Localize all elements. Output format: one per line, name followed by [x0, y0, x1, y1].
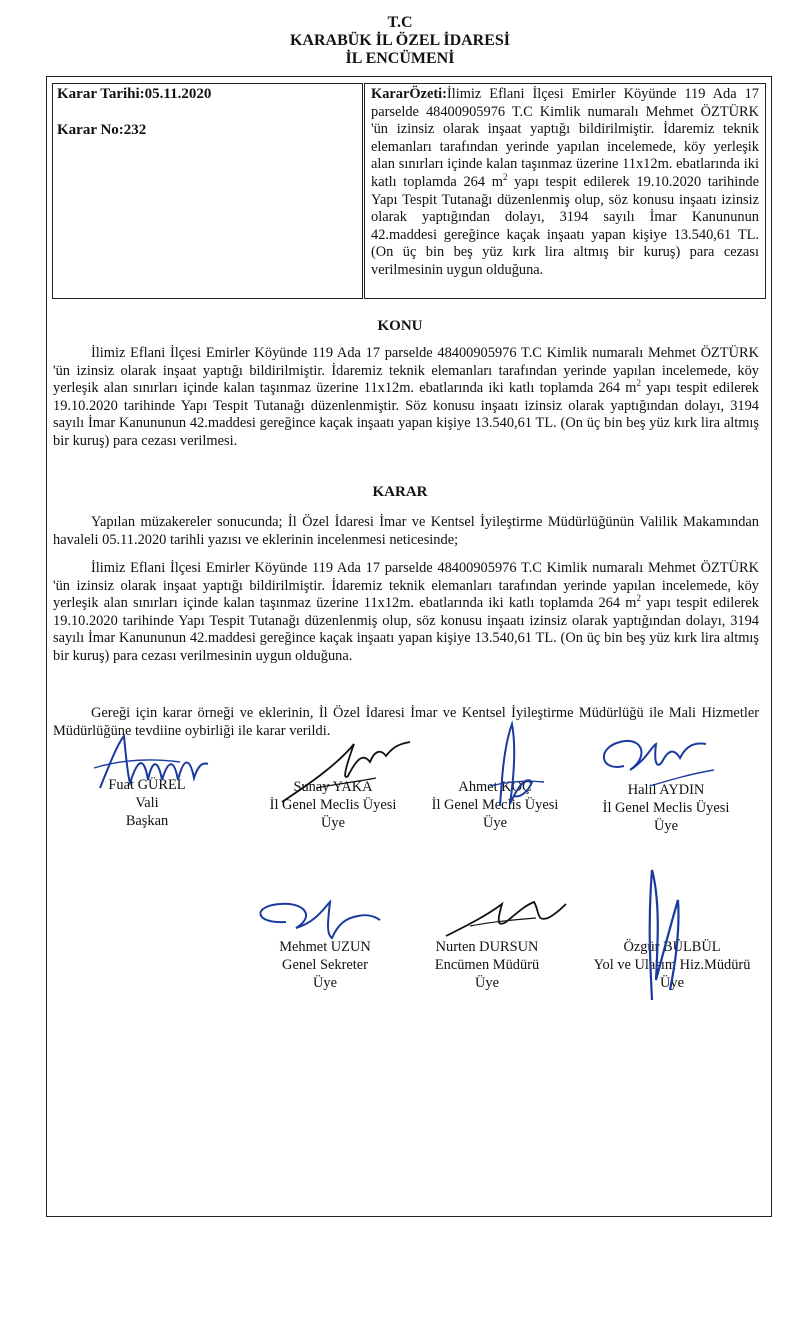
signature-block-4 — [576, 781, 756, 835]
karar-paragraph-2 — [53, 560, 759, 666]
signature-block-2 — [248, 778, 418, 832]
signatory-title: İl Genel Meclis Üyesi — [269, 797, 397, 813]
signatory-name: Nurten DURSUN — [435, 939, 539, 955]
decision-meta-box — [52, 83, 363, 299]
konu-text-2: yapı tespit edilerek 19.10.2020 tarihinde Yapı Tespit Tutanağı düzenlenmiştir. Söz konusu inşaatı izinsiz olarak yaptığından dolayı, 3194 sayılı İmar Kanununun 42.maddesi gereğince kaçak inşaatı yapan kişiye 13.540,61 TL. (On üç bin beş yüz kırk lira altmış bir kuruş) para cezası verilmesi. — [53, 380, 759, 449]
summary-superscript: 2 — [502, 172, 508, 183]
signatory-role: Üye — [654, 818, 678, 834]
header-line-institution: KARABÜK İL ÖZEL İDARESİ — [289, 32, 511, 49]
header-line-tc: T.C — [387, 14, 413, 31]
signature-block-7 — [574, 938, 770, 992]
decision-date: Karar Tarihi:05.11.2020 — [57, 86, 212, 102]
decision-summary — [371, 86, 759, 280]
summary-label: KararÖzeti: — [371, 86, 447, 102]
karar-superscript: 2 — [636, 593, 641, 604]
karar-heading: KARAR — [372, 484, 428, 500]
signatory-role: Üye — [483, 815, 507, 831]
header-line-council: İL ENCÜMENİ — [345, 50, 455, 67]
signatory-title: Encümen Müdürü — [434, 957, 540, 973]
signatory-name: Fuat GÜREL — [108, 777, 186, 793]
signatory-name: Mehmet UZUN — [279, 939, 371, 955]
signatory-title: Genel Sekreter — [282, 957, 368, 973]
signatory-role: Üye — [660, 975, 684, 991]
konu-paragraph — [53, 345, 759, 451]
decision-summary-box — [364, 83, 766, 299]
signatory-title: Vali — [135, 795, 159, 811]
konu-heading: KONU — [377, 318, 423, 334]
konu-superscript: 2 — [636, 378, 641, 389]
karar-paragraph-1: Yapılan müzakereler sonucunda; İl Özel İdaresi İmar ve Kentsel İyileştirme Müdürlüğünün Valilik Makamından havaleli 05.11.2020 tarihli yazısı ve eklerinin incelenmesi neticesinde; — [53, 514, 759, 548]
document-header — [0, 14, 800, 68]
signatory-role: Üye — [321, 815, 345, 831]
signatory-role: Üye — [313, 975, 337, 991]
konu-text-1: İlimiz Eflani İlçesi Emirler Köyünde 119 Ada 17 parselde 48400905976 T.C Kimlik numaralı Mehmet ÖZTÜRK 'ün izinsiz olarak inşaat yaptığı bildirilmiştir. İdaremiz teknik elemanları tarafından yerinde yapılan incelemede, köy yerleşik alan sınırları içinde kalan taşınmaz üzerine 11x12m. ebatlarında iki katlı toplamda 264 m — [53, 345, 759, 397]
karar-text-1: İlimiz Eflani İlçesi Emirler Köyünde 119 Ada 17 parselde 48400905976 T.C Kimlik numaralı Mehmet ÖZTÜRK 'ün izinsiz olarak inşaat yaptığı bildirilmiştir. İdaremiz teknik elemanları tarafından yerinde yapılan incelemede, köy yerleşik alan sınırları içinde kalan taşınmaz üzerine 11x12m. ebatlarında iki katlı toplamda 264 m — [53, 560, 759, 612]
signatory-title: İl Genel Meclis Üyesi — [602, 800, 730, 816]
signatory-name: Özgür BÜLBÜL — [623, 939, 721, 955]
summary-text-1: İlimiz Eflani İlçesi Emirler Köyünde 119 Ada 17 parselde 48400905976 T.C Kimlik numaralı Mehmet ÖZTÜRK 'ün izinsiz olarak inşaat yaptığı bildirilmiştir. İdaremiz teknik elemanları tarafından yerinde yapılan incelemede, köy yerleşik alan sınırları içinde kalan taşınmaz üzerine 11x12m. ebatlarında iki katlı toplamda 264 m — [371, 86, 759, 190]
summary-text-2: yapı tespit edilerek 19.10.2020 tarihinde Yapı Tespit Tutanağı düzenlenmiş olup, söz konusu inşaatı izinsiz olarak yaptığından dolayı, 3194 sayılı İmar Kanununun 42.maddesi gereğince kaçak inşaatı yapan kişiye 13.540,61 TL. (On üç bin beş yüz kırk lira altmış bir kuruş) para cezası verilmesinin uygun olduğuna. — [371, 173, 759, 278]
karar-text-2: yapı tespit edilerek 19.10.2020 tarihinde Yapı Tespit Tutanağı düzenlenmiş olup, söz konusu inşaatı izinsiz olarak yaptığından dolayı, 3194 sayılı İmar Kanununun 42.maddesi gereğince kaçak inşaatı yapan kişiye 13.540,61 TL. (On üç bin beş yüz kırk lira altmış bir kuruş) para cezası verilmesinin uygun olduğuna. — [53, 595, 759, 664]
signatory-name: Ahmet KOÇ — [458, 779, 532, 795]
signatory-name: Sunay YAKA — [293, 779, 373, 795]
decision-number: Karar No:232 — [57, 122, 147, 138]
signatory-role: Başkan — [125, 813, 169, 829]
signature-block-5 — [240, 938, 410, 992]
signatory-name: Halil AYDIN — [627, 782, 705, 798]
signature-block-3 — [410, 778, 580, 832]
signature-block-1 — [62, 776, 232, 830]
signature-block-6 — [402, 938, 572, 992]
signatory-title: İl Genel Meclis Üyesi — [431, 797, 559, 813]
signatory-role: Üye — [475, 975, 499, 991]
karar-paragraph-3: Gereği için karar örneği ve eklerinin, İl Özel İdaresi İmar ve Kentsel İyileştirme Müdürlüğü ile Mali Hizmetler Müdürlüğüne tevdiine oybirliği ile karar verildi. — [53, 705, 759, 739]
signatory-title: Yol ve Ulaşım Hiz.Müdürü — [593, 957, 751, 973]
